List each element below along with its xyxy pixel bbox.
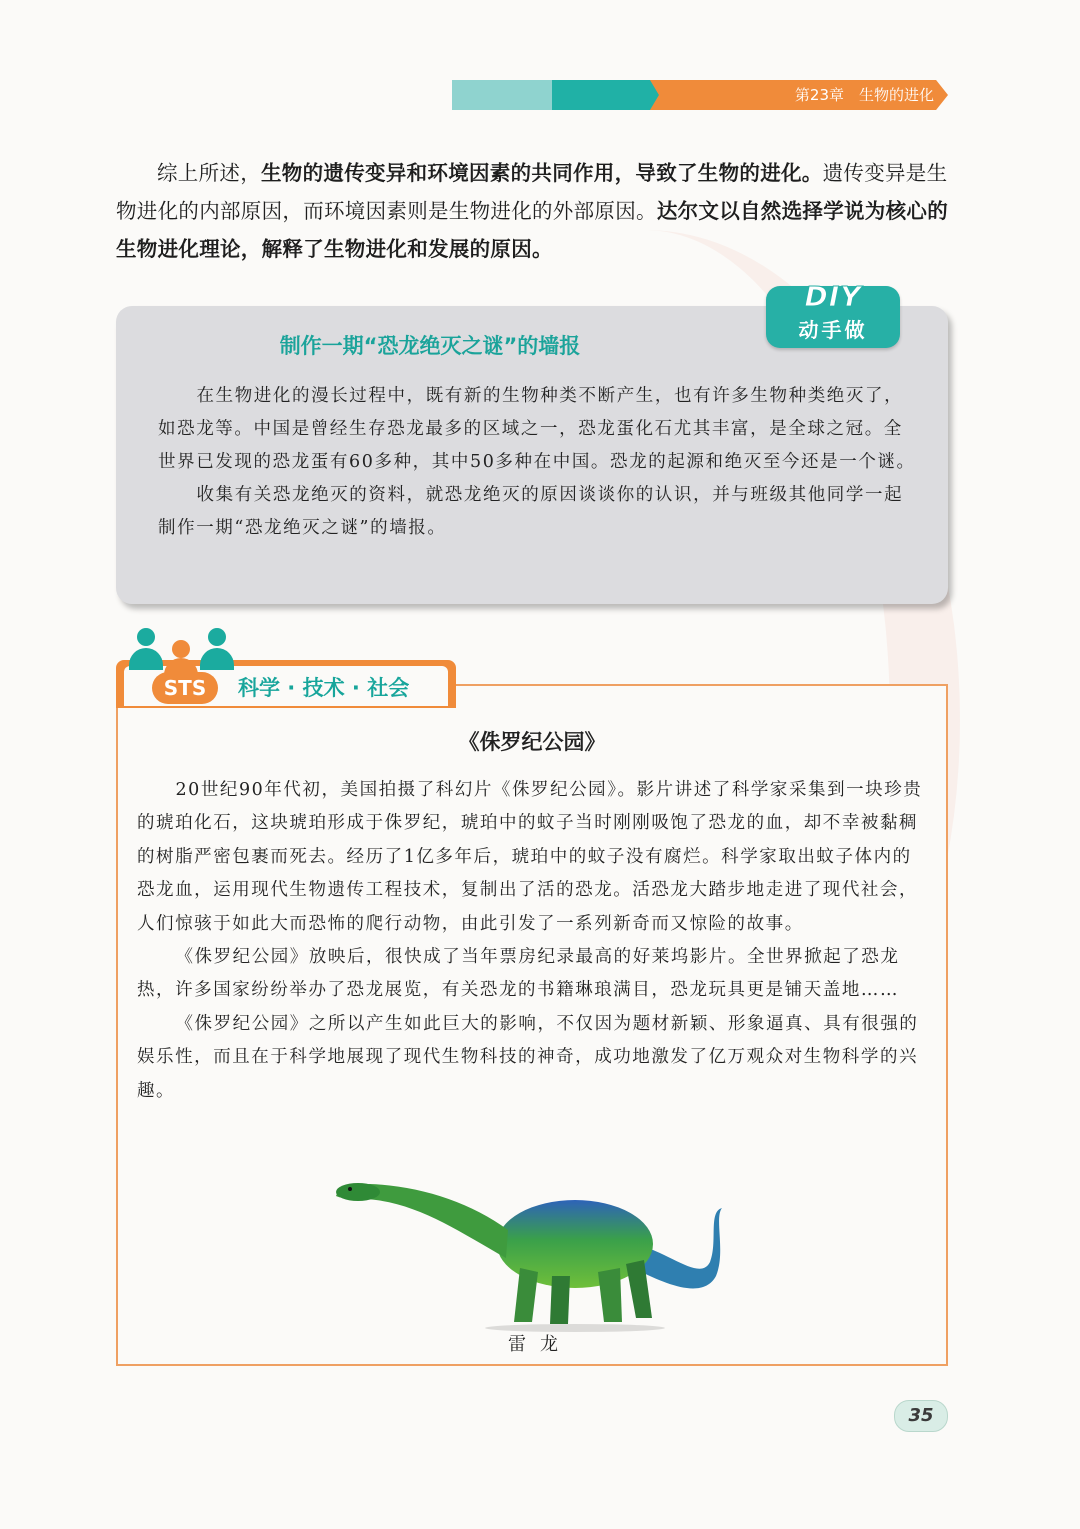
- diy-badge-word: DIY: [804, 280, 862, 313]
- intro-text-1: 综上所述，: [157, 161, 261, 185]
- diy-title: 制作一期“恐龙绝灭之谜”的墙报: [279, 334, 581, 358]
- diy-paragraph-1: 在生物进化的漫长过程中，既有新的生物种类不断产生，也有许多生物种类绝灭了，如恐龙等。中国是曾经生存恐龙最多的区域之一，恐龙蛋化石尤其丰富，是全球之冠。全世界已发现的恐龙蛋有60多种，其中50多种在中国。恐龙的起源和绝灭至今还是一个谜。: [158, 386, 916, 472]
- diy-badge-sub: 动手做: [798, 318, 868, 342]
- sts-body: [137, 774, 929, 1108]
- diy-badge: [766, 280, 900, 348]
- intro-paragraph: [116, 154, 948, 268]
- sts-paragraph-3: 《侏罗纪公园》之所以产生如此巨大的影响，不仅因为题材新颖、形象逼真、具有很强的娱乐性，而且在于科学地展现了现代生物科技的神奇，成功地激发了亿万观众对生物科学的兴趣。: [137, 1013, 919, 1101]
- diy-paragraph-2: 收集有关恐龙绝灭的资料，就恐龙绝灭的原因谈谈你的认识，并与班级其他同学一起制作一期“恐龙绝灭之谜”的墙报。: [158, 485, 904, 538]
- banner-stripe-light: [452, 80, 562, 110]
- sts-heading: 科学 · 技术 · 社会: [238, 676, 410, 700]
- intro-bold-2: 达尔文以自然选择学说为核心的生物进化理论，解释了生物进化和发展的原因。: [116, 199, 949, 261]
- sts-paragraph-2: 《侏罗纪公园》放映后，很快成了当年票房纪录最高的好莱坞影片。全世界掀起了恐龙热，许多国家纷纷举办了恐龙展览，有关恐龙的书籍琳琅满目，恐龙玩具更是铺天盖地……: [137, 947, 900, 1001]
- brontosaurus-illustration: [330, 1172, 750, 1332]
- chapter-title: 第23章 生物的进化: [794, 86, 934, 104]
- page-number: 35: [894, 1400, 948, 1432]
- diy-body: [158, 380, 920, 545]
- banner-stripe-teal: [552, 80, 662, 110]
- sts-article-title: 《侏罗纪公园》: [458, 730, 606, 754]
- illustration-caption: 雷龙: [508, 1334, 572, 1355]
- sts-badge: STS: [152, 672, 218, 704]
- sts-paragraph-1: 20世纪90年代初，美国拍摄了科幻片《侏罗纪公园》。影片讲述了科学家采集到一块珍贵的琥珀化石，这块琥珀形成于侏罗纪，琥珀中的蚊子当时刚刚吸饱了恐龙的血，却不幸被黏稠的树脂严密包裹而死去。经历了1亿多年后，琥珀中的蚊子没有腐烂。科学家取出蚊子体内的恐龙血，运用现代生物遗传工程技术，复制出了活的恐龙。活恐龙大踏步地走进了现代社会，人们惊骇于如此大而恐怖的爬行动物，由此引发了一系列新奇而又惊险的故事。: [137, 780, 923, 934]
- intro-bold-1: 生物的遗传变异和环境因素的共同作用，导致了生物的进化。: [261, 161, 823, 185]
- intro-text-2: 遗传变异是生物进化的内部原因，而环境因素则是生物进化的外部原因。: [116, 161, 948, 223]
- chapter-banner: [452, 80, 948, 110]
